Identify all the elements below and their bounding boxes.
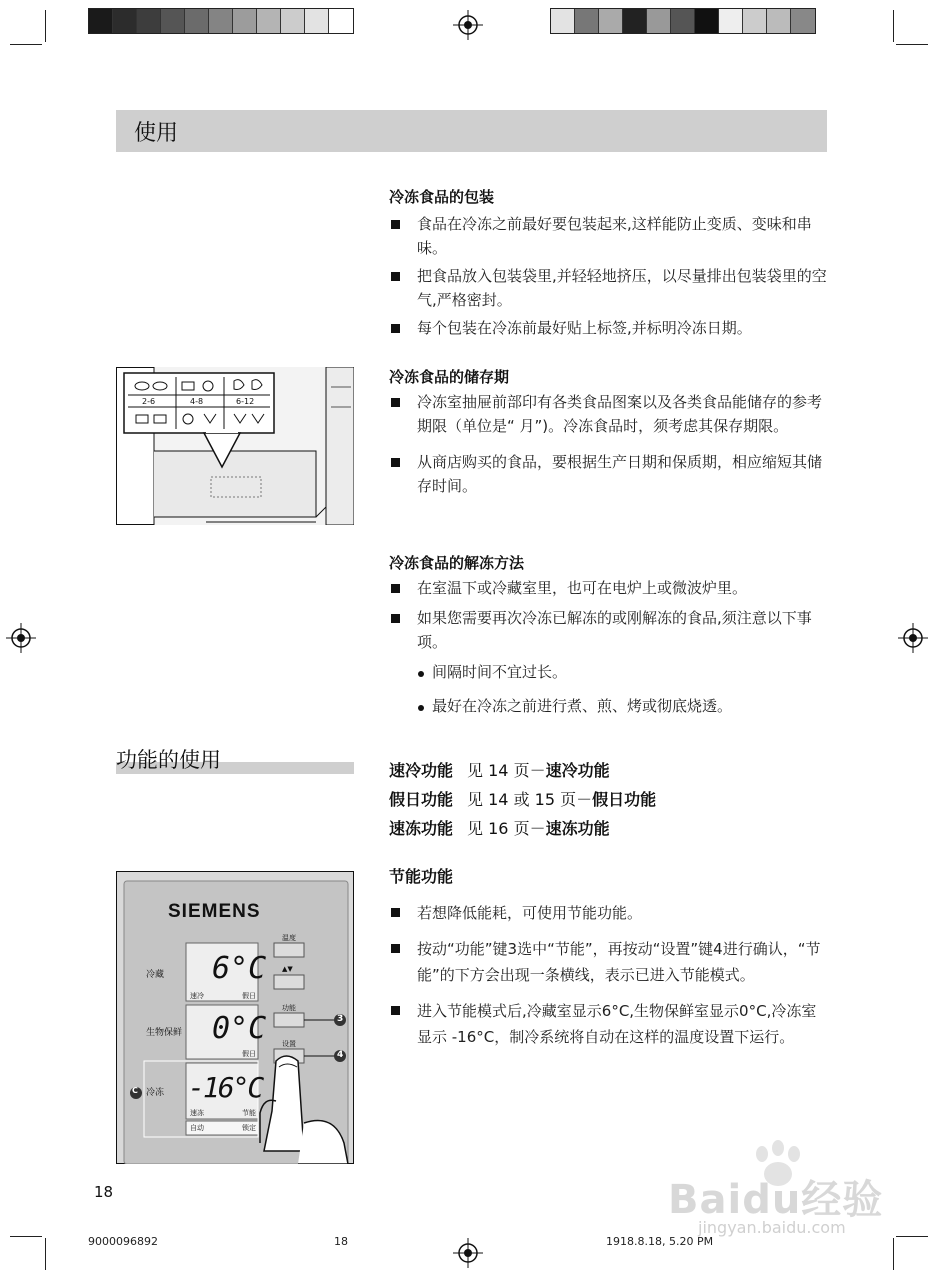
page-title: 使用 [134,121,179,146]
temperature-button[interactable]: 温度 [282,934,296,942]
list-item: 按动“功能”键3选中“节能”，再按动“设置”键4进行确认，“节能”的下方会出现一条横线，表示已进入节能模式。 [389,936,831,988]
thawing-sub-list [416,660,830,728]
function-button[interactable]: 功能 [282,1004,296,1012]
registration-mark-icon [453,10,483,40]
color-bar-left [88,8,354,34]
function-row [389,816,610,839]
temp-display-fridge: 6°C [212,951,267,986]
crop-mark [896,1236,928,1237]
storage-list [389,390,831,502]
function-reference: 见 14 或 15 页－假日功能 [467,790,657,809]
list-item: 间隔时间不宜过长。 [416,660,830,684]
energy-title: 节能功能 [389,867,454,886]
arrows-button[interactable]: ▲▼ [282,965,293,973]
watermark-logo: Baidu经验 [668,1177,884,1223]
brand-logo: SIEMENS [168,901,261,922]
mode-label: 节能 [242,1109,256,1117]
callout-3: 3 [337,1014,344,1024]
section-header [116,110,827,152]
crop-mark [45,10,46,42]
list-item: 如果您需要再次冷冻已解冻的或刚解冻的食品,须注意以下事项。 [389,606,831,654]
crop-mark [893,10,894,42]
packaging-title: 冷冻食品的包装 [389,188,495,206]
watermark [668,1140,888,1250]
zone-label-vitafresh: 生物保鲜 [146,1028,183,1038]
energy-list [389,900,831,1054]
zone-label-fridge: 冷藏 [146,970,165,980]
storage-title: 冷冻食品的储存期 [389,368,510,386]
crop-mark [10,1236,42,1237]
function-name: 速冷功能 [389,761,454,780]
temp-display-vitafresh: 0°C [212,1011,267,1046]
functions-heading [116,744,354,776]
footer-code: 9000096892 [88,1235,158,1248]
set-button[interactable]: 设置 [282,1040,296,1048]
mode-label: 锁定 [242,1124,256,1132]
mode-label: 速冻 [190,1109,204,1117]
storage-period-label: 2-6 [142,397,156,406]
list-item: 冷冻室抽屉前部印有各类食品图案以及各类食品能储存的参考期限（单位是“ 月”)。冷冻食品时，须考虑其保存期限。 [389,390,831,438]
list-item: 最好在冷冻之前进行煮、煎、烤或彻底烧透。 [416,694,830,718]
drawer-icon [116,367,354,525]
packaging-list [389,212,831,344]
list-item: 若想降低能耗，可使用节能功能。 [389,900,831,926]
page-number: 18 [94,1183,114,1201]
watermark-url: jingyan.baidu.com [698,1218,846,1237]
crop-mark [893,1238,894,1270]
list-item: 在室温下或冷藏室里，也可在电炉上或微波炉里。 [389,576,831,600]
callout-4: 4 [337,1050,344,1060]
mode-label: 假日 [242,1050,256,1058]
color-bar-right [550,8,816,34]
function-name: 速冻功能 [389,819,454,838]
crop-mark [45,1238,46,1270]
thawing-list [389,576,831,658]
function-row [389,758,610,781]
thawing-title: 冷冻食品的解冻方法 [389,554,525,572]
list-item: 进入节能模式后,冷藏室显示6°C,生物保鲜室显示0°C,冷冻室显示 -16°C，制冷系统将自动在这样的温度设置下运行。 [389,998,831,1050]
registration-mark-icon [453,1238,483,1268]
list-item: 食品在冷冻之前最好要包装起来,这样能防止变质、变味和串味。 [389,212,831,260]
list-item: 把食品放入包装袋里,并轻轻地挤压，以尽量排出包装袋里的空气,严格密封。 [389,264,831,312]
storage-period-label: 6-12 [236,397,255,406]
crop-mark [10,44,42,45]
temp-display-freezer: -16°C [188,1071,263,1104]
footer-date: 1918.8.18, 5.20 PM [606,1235,714,1248]
registration-mark-icon [898,623,928,653]
zone-label-freezer: 冷冻 [146,1088,165,1098]
freezer-drawer-illustration [116,367,354,525]
function-row [389,787,656,810]
mode-label: 速冷 [190,992,204,1000]
list-item: 每个包装在冷冻前最好贴上标签,并标明冷冻日期。 [389,316,831,340]
function-reference: 见 14 页－速冷功能 [467,761,610,780]
mode-label: 假日 [242,992,256,1000]
functions-heading-text: 功能的使用 [116,748,221,772]
crop-mark [896,44,928,45]
storage-period-label: 4-8 [190,397,204,406]
footer-page: 18 [334,1235,348,1248]
registration-mark-icon [6,623,36,653]
function-reference: 见 16 页－速冻功能 [467,819,610,838]
control-panel-illustration [116,871,354,1164]
callout-c: C [132,1086,138,1095]
list-item: 从商店购买的食品，要根据生产日期和保质期，相应缩短其储存时间。 [389,450,831,498]
mode-label: 自动 [190,1124,204,1132]
function-name: 假日功能 [389,790,454,809]
